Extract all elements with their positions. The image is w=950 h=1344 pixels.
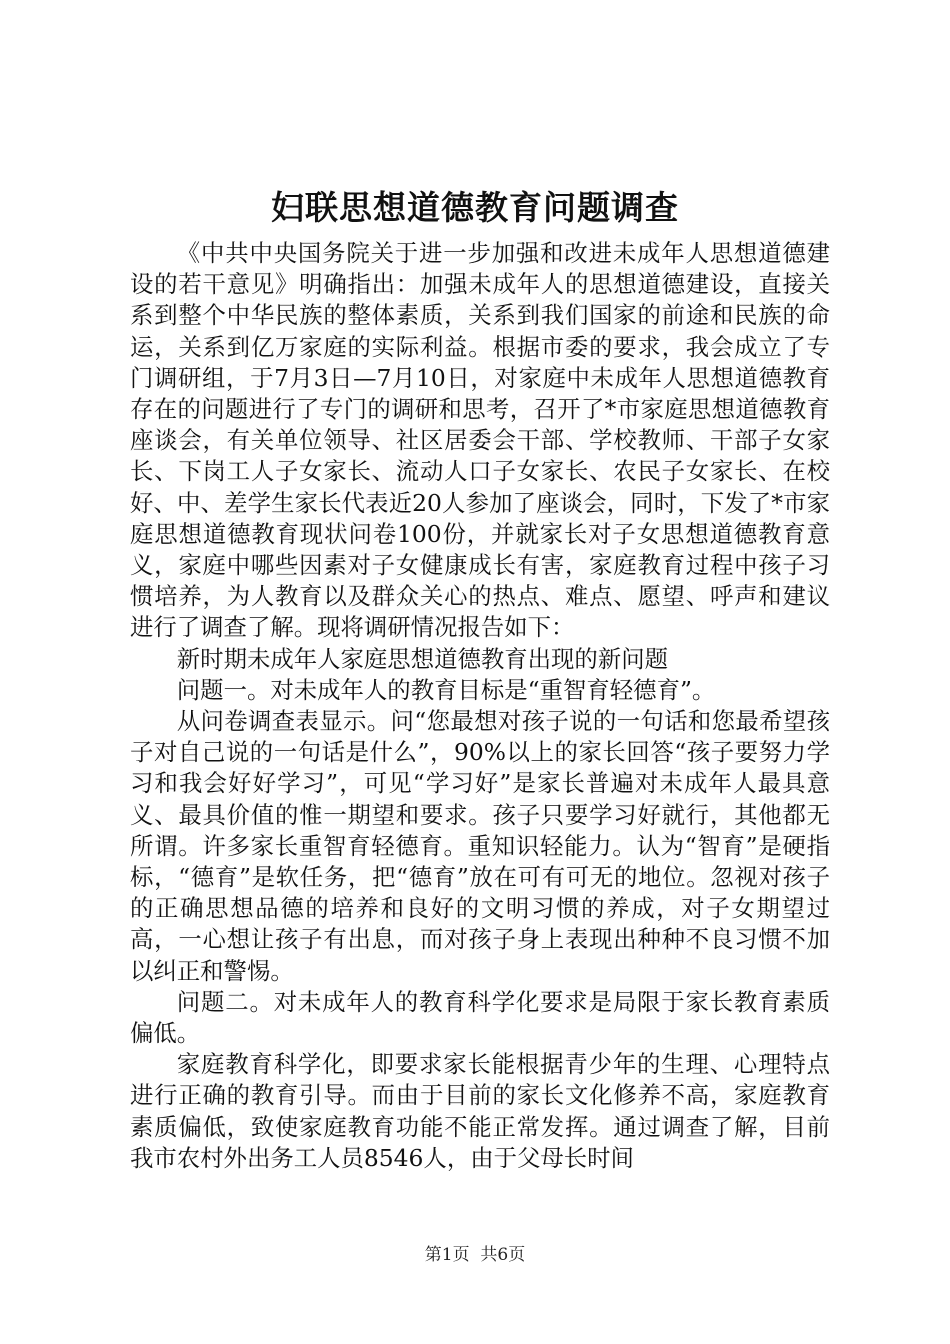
paragraph-problem-two: 家庭教育科学化，即要求家长能根据青少年的生理、心理特点进行正确的教育引导。而由于目前的家长文化修养不高，家庭教育素质偏低，致使家庭教育功能不能正常发挥。通过调查了解，目前我市农村外出务工人员8546人，由于父母长时间 [130, 1050, 830, 1172]
paragraph-problem-one: 从问卷调查表显示。问“您最想对孩子说的一句话和您最希望孩子对自己说的一句话是什么”，90%以上的家长回答“孩子要努力学习和我会好好学习”，可见“学习好”是家长普遍对未成年人最具意义、最具价值的惟一期望和要求。孩子只要学习好就行，其他都无所谓。许多家长重智育轻德育。重知识轻能力。认为“智育”是硬指标，“德育”是软任务，把“德育”放在可有可无的地位。忽视对孩子的正确思想品德的培养和良好的文明习惯的养成，对子女期望过高，一心想让孩子有出息，而对孩子身上表现出种种不良习惯不加以纠正和警惕。 [130, 707, 830, 985]
section-heading: 新时期未成年人家庭思想道德教育出现的新问题 [176, 644, 668, 673]
document-title: 妇联思想道德教育问题调查 [271, 188, 679, 227]
paragraph-intro: 《中共中央国务院关于进一步加强和改进未成年人思想道德建设的若干意见》明确指出：加强未成年人的思想道德建设，直接关系到整个中华民族的整体素质，关系到我们国家的前途和民族的命运，关系到亿万家庭的实际利益。根据市委的要求，我会成立了专门调研组，于7月3日—7月10日，对家庭中未成年人思想道德教育存在的问题进行了专门的调研和思考，召开了*市家庭思想道德教育座谈会，有关单位领导、社区居委会干部、学校教师、干部子女家长、下岗工人子女家长、流动人口子女家长、农民子女家长、在校好、中、差学生家长代表近20人参加了座谈会，同时，下发了*市家庭思想道德教育现状问卷100份，并就家长对子女思想道德教育意义，家庭中哪些因素对子女健康成长有害，家庭教育过程中孩子习惯培养，为人教育以及群众关心的热点、难点、愿望、呼声和建议进行了调查了解。现将调研情况报告如下： [130, 239, 830, 642]
page-footer: 第1页 共6页 [424, 1245, 526, 1265]
problem-two-heading: 问题二。对未成年人的教育科学化要求是局限于家长教育素质偏低。 [130, 987, 830, 1048]
document-body [130, 238, 830, 1174]
problem-one-heading: 问题一。对未成年人的教育目标是“重智育轻德育”。 [176, 675, 716, 704]
